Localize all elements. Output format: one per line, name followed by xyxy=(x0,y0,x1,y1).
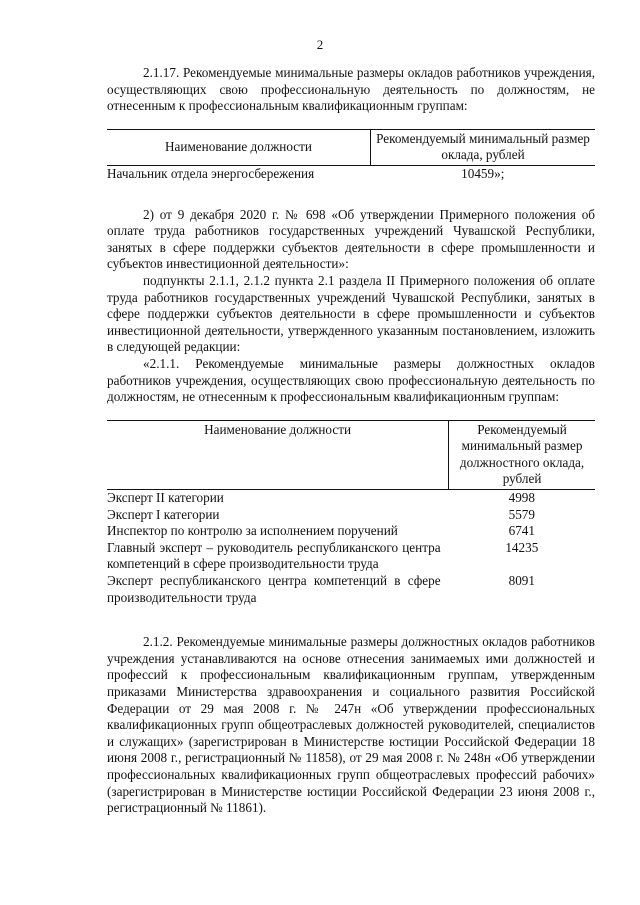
salary-value: 6741 xyxy=(508,523,535,539)
position-name: Начальник отдела энергосбережения xyxy=(107,165,315,181)
table-row xyxy=(107,507,595,524)
salary-table-1 xyxy=(107,129,595,183)
table-row xyxy=(107,540,595,573)
table-row xyxy=(107,523,595,540)
salary-value: 5579 xyxy=(508,506,535,522)
table-header-row xyxy=(107,420,595,489)
table-row xyxy=(107,573,595,606)
column-header-position: Наименование должности xyxy=(107,420,449,489)
table-row xyxy=(107,165,595,182)
table-header-row xyxy=(107,129,595,165)
column-header-position: Наименование должности xyxy=(107,129,371,165)
position-name: Эксперт I категории xyxy=(107,506,220,522)
salary-value: 4998 xyxy=(508,490,535,506)
paragraph-2-1-1: «2.1.1. Рекомендуемые минимальные размеры должностных окладов работников учреждения, осуществляющих свою профессиональную деятельность по должностям, не отнесенным к профессиональным квалификационным группам: xyxy=(107,355,595,405)
salary-value: 8091 xyxy=(508,573,535,589)
column-header-salary: Рекомендуемый минимальный размер оклада, рублей xyxy=(371,129,595,165)
position-name: Главный эксперт – руководитель республиканского центра компетенций в сфере производительности труда xyxy=(107,539,441,572)
paragraph-2-1-2: 2.1.2. Рекомендуемые минимальные размеры должностных окладов работников учреждения устанавливаются на основе отнесения занимаемых ими должностей и профессий к профессиональным квалификационным группам, утвержденным приказами Министерства здравоохранения и социального развития Российской Федерации от 29 мая 2008 г. № 247н «Об утверждении профессиональных квалификационных групп общеотраслевых должностей руководителей, специалистов и служащих» (зарегистрирован в Министерстве юстиции Российской Федерации 18 июня 2008 г., регистрационный № 11858), от 29 мая 2008 г. № 248н «Об утверждении профессиональных квалификационных групп общеотраслевых профессий рабочих» (зарегистрирован в Министерстве юстиции Российской Федерации 23 июня 2008 г., регистрационный № 11861). xyxy=(107,634,595,816)
position-name: Эксперт республиканского центра компетенций в сфере производительности труда xyxy=(107,573,441,605)
salary-value: 14235 xyxy=(505,539,539,555)
paragraph-subpoints: подпункты 2.1.1, 2.1.2 пункта 2.1 раздела II Примерного положения об оплате труда работников государственных учреждений Чувашской Республики, занятых в сфере поддержки субъектов деятельности в сфере промышленности и субъектов инвестиционной деятельности, утвержденного указанным постановлением, изложить в следующей редакции: xyxy=(107,272,595,355)
paragraph-item-2: 2) от 9 декабря 2020 г. № 698 «Об утверждении Примерного положения об оплате труда работников государственных учреждений Чувашской Республики, занятых в сфере поддержки субъектов деятельности в сфере промышленности и субъектов инвестиционной деятельности»: xyxy=(107,206,595,272)
position-name: Эксперт II категории xyxy=(107,490,224,506)
position-name: Инспектор по контролю за исполнением поручений xyxy=(107,523,398,539)
page-number: 2 xyxy=(316,37,324,52)
table-row xyxy=(107,490,595,507)
paragraph-2-1-17: 2.1.17. Рекомендуемые минимальные размеры окладов работников учреждения, осуществляющих свою профессиональную деятельность по должностям, не отнесенным к профессиональным квалификационным группам: xyxy=(107,65,595,114)
salary-value: 10459»; xyxy=(461,165,505,181)
document-body xyxy=(107,65,595,817)
salary-table-2 xyxy=(107,420,595,607)
column-header-salary: Рекомендуемый минимальный размер должностного оклада, рублей xyxy=(449,420,595,489)
